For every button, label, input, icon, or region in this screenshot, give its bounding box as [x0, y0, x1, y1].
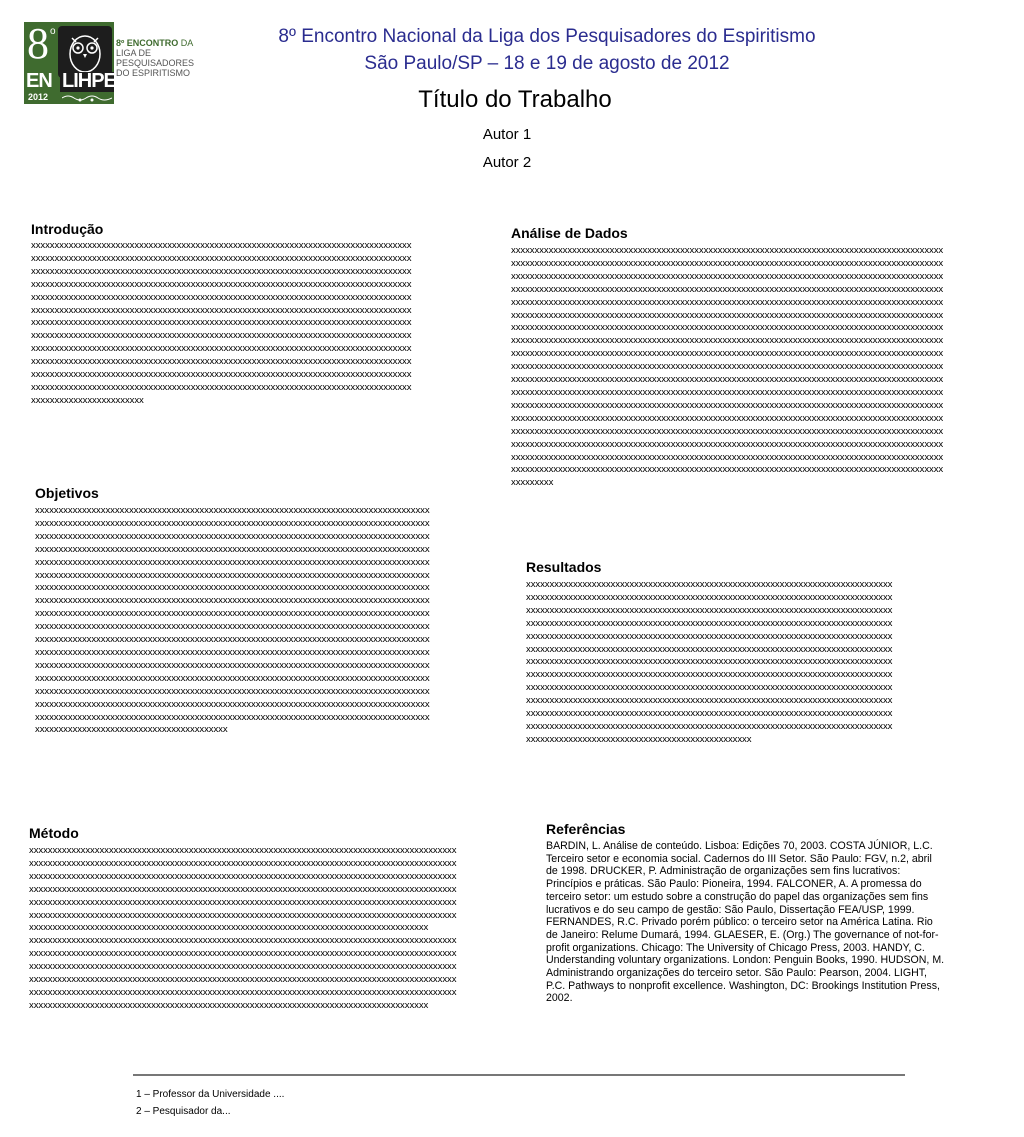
- author-2: Autor 2: [482, 154, 532, 171]
- logo-side-text: [116, 38, 219, 78]
- section-body-introducao: xxxxxxxxxxxxxxxxxxxxxxxxxxxxxxxxxxxxxxxxxxxxxxxxxxxxxxxxxxxxxxxxxxxxxxxxxxxxxxxxx xxxxxxxxxxxxxxxxxxxxxxxxxxxxxxxxxxxxxxxxxxxxxxxxxxxxxxxxxxxxxxxxxxxxxxxxxxxxxxxxx xxxxxxxxxxxxxxxxxxxxxxxxxxxxxxxxxxxxxxxxxxxxxxxxxxxxxxxxxxxxxxxxxxxxxxxxxxxxxxxxx xxxxxxxxxxxxxxxxxxxxxxxxxxxxxxxxxxxxxxxxxxxxxxxxxxxxxxxxxxxxxxxxxxxxxxxxxxxxxxxxx xxxxxxxxxxxxxxxxxxxxxxxxxxxxxxxxxxxxxxxxxxxxxxxxxxxxxxxxxxxxxxxxxxxxxxxxxxxxxxxxx xxxxxxxxxxxxxxxxxxxxxxxxxxxxxxxxxxxxxxxxxxxxxxxxxxxxxxxxxxxxxxxxxxxxxxxxxxxxxxxxx xxxxxxxxxxxxxxxxxxxxxxxxxxxxxxxxxxxxxxxxxxxxxxxxxxxxxxxxxxxxxxxxxxxxxxxxxxxxxxxxx xxxxxxxxxxxxxxxxxxxxxxxxxxxxxxxxxxxxxxxxxxxxxxxxxxxxxxxxxxxxxxxxxxxxxxxxxxxxxxxxx xxxxxxxxxxxxxxxxxxxxxxxxxxxxxxxxxxxxxxxxxxxxxxxxxxxxxxxxxxxxxxxxxxxxxxxxxxxxxxxxx xxxxxxxxxxxxxxxxxxxxxxxxxxxxxxxxxxxxxxxxxxxxxxxxxxxxxxxxxxxxxxxxxxxxxxxxxxxxxxxxx xxxxxxxxxxxxxxxxxxxxxxxxxxxxxxxxxxxxxxxxxxxxxxxxxxxxxxxxxxxxxxxxxxxxxxxxxxxxxxxxx xxxxxxxxxxxxxxxxxxxxxxxxxxxxxxxxxxxxxxxxxxxxxxxxxxxxxxxxxxxxxxxxxxxxxxxxxxxxxxxxx xxxxxxxxxxxxxxxxxxxxxxxx: [31, 240, 412, 406]
- reference-line: 2002.: [546, 992, 573, 1005]
- logo-acronym-right: LIHPE: [62, 70, 116, 92]
- event-location-date: São Paulo/SP – 18 e 19 de agosto de 2012: [364, 53, 730, 74]
- section-body-metodo: xxxxxxxxxxxxxxxxxxxxxxxxxxxxxxxxxxxxxxxxxxxxxxxxxxxxxxxxxxxxxxxxxxxxxxxxxxxxxxxxxxxxxxxxxxx xxxxxxxxxxxxxxxxxxxxxxxxxxxxxxxxxxxxxxxxxxxxxxxxxxxxxxxxxxxxxxxxxxxxxxxxxxxxxxxxxxxxxxxxxxx xxxxxxxxxxxxxxxxxxxxxxxxxxxxxxxxxxxxxxxxxxxxxxxxxxxxxxxxxxxxxxxxxxxxxxxxxxxxxxxxxxxxxxxxxxx xxxxxxxxxxxxxxxxxxxxxxxxxxxxxxxxxxxxxxxxxxxxxxxxxxxxxxxxxxxxxxxxxxxxxxxxxxxxxxxxxxxxxxxxxxx xxxxxxxxxxxxxxxxxxxxxxxxxxxxxxxxxxxxxxxxxxxxxxxxxxxxxxxxxxxxxxxxxxxxxxxxxxxxxxxxxxxxxxxxxxx xxxxxxxxxxxxxxxxxxxxxxxxxxxxxxxxxxxxxxxxxxxxxxxxxxxxxxxxxxxxxxxxxxxxxxxxxxxxxxxxxxxxxxxxxxx xxxxxxxxxxxxxxxxxxxxxxxxxxxxxxxxxxxxxxxxxxxxxxxxxxxxxxxxxxxxxxxxxxxxxxxxxxxxxxxxxxxxx xxxxxxxxxxxxxxxxxxxxxxxxxxxxxxxxxxxxxxxxxxxxxxxxxxxxxxxxxxxxxxxxxxxxxxxxxxxxxxxxxxxxxxxxxxx xxxxxxxxxxxxxxxxxxxxxxxxxxxxxxxxxxxxxxxxxxxxxxxxxxxxxxxxxxxxxxxxxxxxxxxxxxxxxxxxxxxxxxxxxxx xxxxxxxxxxxxxxxxxxxxxxxxxxxxxxxxxxxxxxxxxxxxxxxxxxxxxxxxxxxxxxxxxxxxxxxxxxxxxxxxxxxxxxxxxxx xxxxxxxxxxxxxxxxxxxxxxxxxxxxxxxxxxxxxxxxxxxxxxxxxxxxxxxxxxxxxxxxxxxxxxxxxxxxxxxxxxxxxxxxxxx xxxxxxxxxxxxxxxxxxxxxxxxxxxxxxxxxxxxxxxxxxxxxxxxxxxxxxxxxxxxxxxxxxxxxxxxxxxxxxxxxxxxxxxxxxx xxxxxxxxxxxxxxxxxxxxxxxxxxxxxxxxxxxxxxxxxxxxxxxxxxxxxxxxxxxxxxxxxxxxxxxxxxxxxxxxxxxxx: [29, 845, 457, 1011]
- footnote-1: 1 – Professor da Universidade ....: [136, 1089, 285, 1100]
- reference-line: lucrativos e do seu campo de gestão: São Paulo, Dissertação FEA/USP, 1999.: [546, 903, 915, 916]
- section-title-metodo: Método: [29, 825, 79, 841]
- section-body-objetivos: xxxxxxxxxxxxxxxxxxxxxxxxxxxxxxxxxxxxxxxxxxxxxxxxxxxxxxxxxxxxxxxxxxxxxxxxxxxxxxxxxxxx xxxxxxxxxxxxxxxxxxxxxxxxxxxxxxxxxxxxxxxxxxxxxxxxxxxxxxxxxxxxxxxxxxxxxxxxxxxxxxxxxxxx xxxxxxxxxxxxxxxxxxxxxxxxxxxxxxxxxxxxxxxxxxxxxxxxxxxxxxxxxxxxxxxxxxxxxxxxxxxxxxxxxxxx xxxxxxxxxxxxxxxxxxxxxxxxxxxxxxxxxxxxxxxxxxxxxxxxxxxxxxxxxxxxxxxxxxxxxxxxxxxxxxxxxxxx xxxxxxxxxxxxxxxxxxxxxxxxxxxxxxxxxxxxxxxxxxxxxxxxxxxxxxxxxxxxxxxxxxxxxxxxxxxxxxxxxxxx xxxxxxxxxxxxxxxxxxxxxxxxxxxxxxxxxxxxxxxxxxxxxxxxxxxxxxxxxxxxxxxxxxxxxxxxxxxxxxxxxxxx xxxxxxxxxxxxxxxxxxxxxxxxxxxxxxxxxxxxxxxxxxxxxxxxxxxxxxxxxxxxxxxxxxxxxxxxxxxxxxxxxxxx xxxxxxxxxxxxxxxxxxxxxxxxxxxxxxxxxxxxxxxxxxxxxxxxxxxxxxxxxxxxxxxxxxxxxxxxxxxxxxxxxxxx xxxxxxxxxxxxxxxxxxxxxxxxxxxxxxxxxxxxxxxxxxxxxxxxxxxxxxxxxxxxxxxxxxxxxxxxxxxxxxxxxxxx xxxxxxxxxxxxxxxxxxxxxxxxxxxxxxxxxxxxxxxxxxxxxxxxxxxxxxxxxxxxxxxxxxxxxxxxxxxxxxxxxxxx xxxxxxxxxxxxxxxxxxxxxxxxxxxxxxxxxxxxxxxxxxxxxxxxxxxxxxxxxxxxxxxxxxxxxxxxxxxxxxxxxxxx xxxxxxxxxxxxxxxxxxxxxxxxxxxxxxxxxxxxxxxxxxxxxxxxxxxxxxxxxxxxxxxxxxxxxxxxxxxxxxxxxxxx xxxxxxxxxxxxxxxxxxxxxxxxxxxxxxxxxxxxxxxxxxxxxxxxxxxxxxxxxxxxxxxxxxxxxxxxxxxxxxxxxxxx xxxxxxxxxxxxxxxxxxxxxxxxxxxxxxxxxxxxxxxxxxxxxxxxxxxxxxxxxxxxxxxxxxxxxxxxxxxxxxxxxxxx xxxxxxxxxxxxxxxxxxxxxxxxxxxxxxxxxxxxxxxxxxxxxxxxxxxxxxxxxxxxxxxxxxxxxxxxxxxxxxxxxxxx xxxxxxxxxxxxxxxxxxxxxxxxxxxxxxxxxxxxxxxxxxxxxxxxxxxxxxxxxxxxxxxxxxxxxxxxxxxxxxxxxxxx xxxxxxxxxxxxxxxxxxxxxxxxxxxxxxxxxxxxxxxxxxxxxxxxxxxxxxxxxxxxxxxxxxxxxxxxxxxxxxxxxxxx xxxxxxxxxxxxxxxxxxxxxxxxxxxxxxxxxxxxxxxxx: [35, 505, 430, 736]
- author-1: Autor 1: [482, 126, 532, 143]
- section-body-analise: xxxxxxxxxxxxxxxxxxxxxxxxxxxxxxxxxxxxxxxxxxxxxxxxxxxxxxxxxxxxxxxxxxxxxxxxxxxxxxxxxxxxxxxxxxxx xxxxxxxxxxxxxxxxxxxxxxxxxxxxxxxxxxxxxxxxxxxxxxxxxxxxxxxxxxxxxxxxxxxxxxxxxxxxxxxxxxxxxxxxxxxx xxxxxxxxxxxxxxxxxxxxxxxxxxxxxxxxxxxxxxxxxxxxxxxxxxxxxxxxxxxxxxxxxxxxxxxxxxxxxxxxxxxxxxxxxxxx xxxxxxxxxxxxxxxxxxxxxxxxxxxxxxxxxxxxxxxxxxxxxxxxxxxxxxxxxxxxxxxxxxxxxxxxxxxxxxxxxxxxxxxxxxxx xxxxxxxxxxxxxxxxxxxxxxxxxxxxxxxxxxxxxxxxxxxxxxxxxxxxxxxxxxxxxxxxxxxxxxxxxxxxxxxxxxxxxxxxxxxx xxxxxxxxxxxxxxxxxxxxxxxxxxxxxxxxxxxxxxxxxxxxxxxxxxxxxxxxxxxxxxxxxxxxxxxxxxxxxxxxxxxxxxxxxxxx xxxxxxxxxxxxxxxxxxxxxxxxxxxxxxxxxxxxxxxxxxxxxxxxxxxxxxxxxxxxxxxxxxxxxxxxxxxxxxxxxxxxxxxxxxxx xxxxxxxxxxxxxxxxxxxxxxxxxxxxxxxxxxxxxxxxxxxxxxxxxxxxxxxxxxxxxxxxxxxxxxxxxxxxxxxxxxxxxxxxxxxx xxxxxxxxxxxxxxxxxxxxxxxxxxxxxxxxxxxxxxxxxxxxxxxxxxxxxxxxxxxxxxxxxxxxxxxxxxxxxxxxxxxxxxxxxxxx xxxxxxxxxxxxxxxxxxxxxxxxxxxxxxxxxxxxxxxxxxxxxxxxxxxxxxxxxxxxxxxxxxxxxxxxxxxxxxxxxxxxxxxxxxxx xxxxxxxxxxxxxxxxxxxxxxxxxxxxxxxxxxxxxxxxxxxxxxxxxxxxxxxxxxxxxxxxxxxxxxxxxxxxxxxxxxxxxxxxxxxx xxxxxxxxxxxxxxxxxxxxxxxxxxxxxxxxxxxxxxxxxxxxxxxxxxxxxxxxxxxxxxxxxxxxxxxxxxxxxxxxxxxxxxxxxxxx xxxxxxxxxxxxxxxxxxxxxxxxxxxxxxxxxxxxxxxxxxxxxxxxxxxxxxxxxxxxxxxxxxxxxxxxxxxxxxxxxxxxxxxxxxxx xxxxxxxxxxxxxxxxxxxxxxxxxxxxxxxxxxxxxxxxxxxxxxxxxxxxxxxxxxxxxxxxxxxxxxxxxxxxxxxxxxxxxxxxxxxx xxxxxxxxxxxxxxxxxxxxxxxxxxxxxxxxxxxxxxxxxxxxxxxxxxxxxxxxxxxxxxxxxxxxxxxxxxxxxxxxxxxxxxxxxxxx xxxxxxxxxxxxxxxxxxxxxxxxxxxxxxxxxxxxxxxxxxxxxxxxxxxxxxxxxxxxxxxxxxxxxxxxxxxxxxxxxxxxxxxxxxxx xxxxxxxxxxxxxxxxxxxxxxxxxxxxxxxxxxxxxxxxxxxxxxxxxxxxxxxxxxxxxxxxxxxxxxxxxxxxxxxxxxxxxxxxxxxx xxxxxxxxxxxxxxxxxxxxxxxxxxxxxxxxxxxxxxxxxxxxxxxxxxxxxxxxxxxxxxxxxxxxxxxxxxxxxxxxxxxxxxxxxxxx xxxxxxxxx: [511, 245, 944, 489]
- vine-ornament-icon: [62, 94, 112, 102]
- reference-line: profit organizations. Chicago: The University of Chicago Press, 2003. HANDY, C.: [546, 941, 925, 954]
- reference-line: de 1998. DRUCKER, P. Administração de organizações sem fins lucrativos:: [546, 865, 901, 878]
- reference-line: Princípios e práticas. São Paulo: Pioneira, 1994. FALCONER, A. A promessa do: [546, 878, 922, 891]
- footnote-divider: [133, 1074, 905, 1076]
- logo-edition-suffix: o: [50, 26, 56, 37]
- reference-line: Terceiro setor e economia social. Cadernos do III Setor. São Paulo: FGV, n.2, abril: [546, 852, 932, 865]
- reference-line: P.C. Pathways to nonprofit excellence. Washington, DC: Brookings Institution Press,: [546, 979, 940, 992]
- footnote-2: 2 – Pesquisador da...: [136, 1106, 231, 1117]
- section-title-introducao: Introdução: [31, 221, 104, 237]
- logo-edition-numeral: 8: [27, 19, 49, 68]
- page-title: Título do Trabalho: [418, 86, 612, 113]
- reference-line: terceiro setor: um estudo sobre a construção do papel das organizações sem fins: [546, 890, 929, 903]
- section-body-resultados: xxxxxxxxxxxxxxxxxxxxxxxxxxxxxxxxxxxxxxxxxxxxxxxxxxxxxxxxxxxxxxxxxxxxxxxxxxxxxx xxxxxxxxxxxxxxxxxxxxxxxxxxxxxxxxxxxxxxxxxxxxxxxxxxxxxxxxxxxxxxxxxxxxxxxxxxxxxx xxxxxxxxxxxxxxxxxxxxxxxxxxxxxxxxxxxxxxxxxxxxxxxxxxxxxxxxxxxxxxxxxxxxxxxxxxxxxx xxxxxxxxxxxxxxxxxxxxxxxxxxxxxxxxxxxxxxxxxxxxxxxxxxxxxxxxxxxxxxxxxxxxxxxxxxxxxx xxxxxxxxxxxxxxxxxxxxxxxxxxxxxxxxxxxxxxxxxxxxxxxxxxxxxxxxxxxxxxxxxxxxxxxxxxxxxx xxxxxxxxxxxxxxxxxxxxxxxxxxxxxxxxxxxxxxxxxxxxxxxxxxxxxxxxxxxxxxxxxxxxxxxxxxxxxx xxxxxxxxxxxxxxxxxxxxxxxxxxxxxxxxxxxxxxxxxxxxxxxxxxxxxxxxxxxxxxxxxxxxxxxxxxxxxx xxxxxxxxxxxxxxxxxxxxxxxxxxxxxxxxxxxxxxxxxxxxxxxxxxxxxxxxxxxxxxxxxxxxxxxxxxxxxx xxxxxxxxxxxxxxxxxxxxxxxxxxxxxxxxxxxxxxxxxxxxxxxxxxxxxxxxxxxxxxxxxxxxxxxxxxxxxx xxxxxxxxxxxxxxxxxxxxxxxxxxxxxxxxxxxxxxxxxxxxxxxxxxxxxxxxxxxxxxxxxxxxxxxxxxxxxx xxxxxxxxxxxxxxxxxxxxxxxxxxxxxxxxxxxxxxxxxxxxxxxxxxxxxxxxxxxxxxxxxxxxxxxxxxxxxx xxxxxxxxxxxxxxxxxxxxxxxxxxxxxxxxxxxxxxxxxxxxxxxxxxxxxxxxxxxxxxxxxxxxxxxxxxxxxx xxxxxxxxxxxxxxxxxxxxxxxxxxxxxxxxxxxxxxxxxxxxxxxx: [526, 579, 893, 745]
- logo-line3: DO ESPIRITISMO: [116, 68, 191, 78]
- event-name: 8º Encontro Nacional da Liga dos Pesquisadores do Espiritismo: [278, 26, 816, 47]
- section-title-resultados: Resultados: [526, 559, 602, 575]
- reference-line: de Janeiro: Relume Dumará, 1994. GLAESER, E. (Org.) The governance of not-for-: [546, 928, 939, 941]
- logo-line1-bold: 8º ENCONTRO: [116, 38, 179, 48]
- section-title-objetivos: Objetivos: [35, 485, 99, 501]
- reference-line: FERNANDES, R.C. Privado porém público: o terceiro setor na América Latina. Rio: [546, 916, 933, 929]
- section-title-referencias: Referências: [546, 821, 626, 837]
- reference-line: Understanding voluntary organizations. London: Penguin Books, 1990. HUDSON, M.: [546, 954, 945, 967]
- reference-line: BARDIN, L. Análise de conteúdo. Lisboa: Edições 70, 2003. COSTA JÚNIOR, L.C.: [546, 840, 933, 852]
- logo-year: 2012: [28, 92, 49, 102]
- references-list: [546, 840, 996, 1005]
- logo-line1-rest: DA: [178, 38, 194, 48]
- event-logo: [24, 19, 219, 104]
- section-title-analise: Análise de Dados: [511, 225, 628, 241]
- reference-line: Administrando organizações do terceiro setor. São Paulo: Pearson, 2004. LIGHT,: [546, 967, 928, 980]
- logo-line2: LIGA DE PESQUISADORES: [116, 48, 195, 68]
- logo-acronym-left: EN: [26, 70, 52, 92]
